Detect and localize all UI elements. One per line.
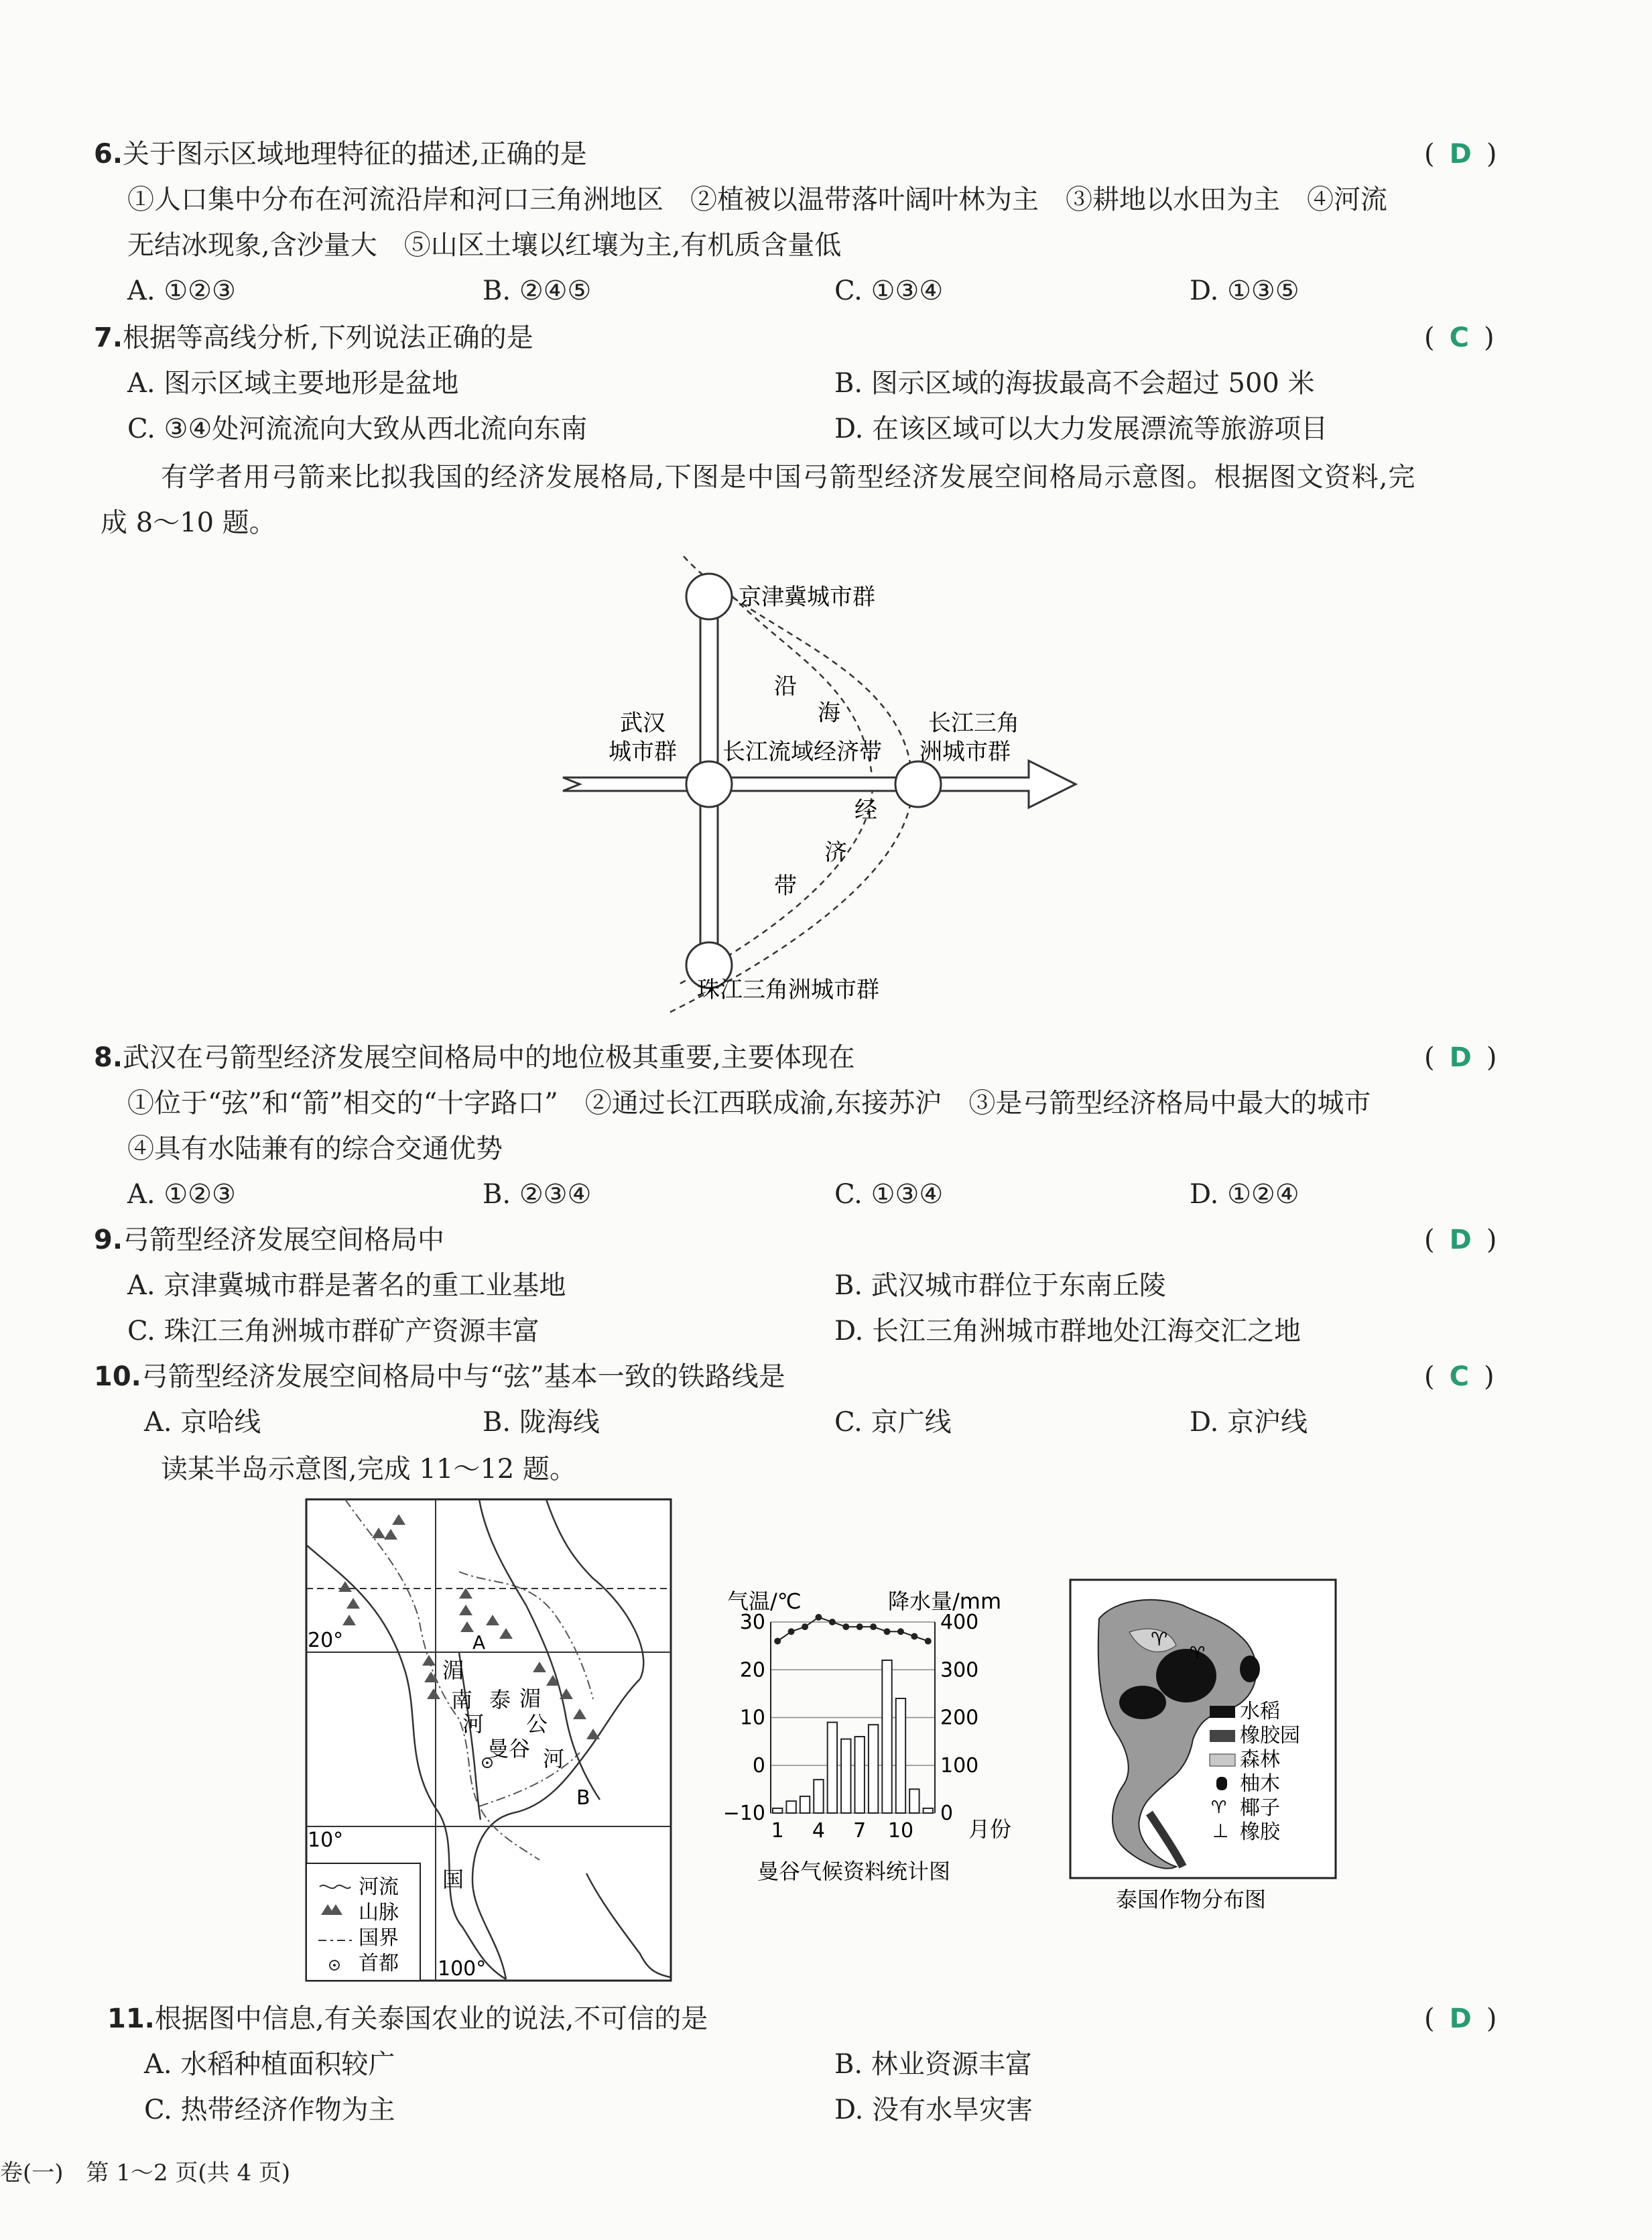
temperature-point	[925, 1638, 932, 1645]
temperature-point	[870, 1623, 877, 1630]
q11-stem: 11.根据图中信息,有关泰国农业的说法,不可信的是	[107, 2003, 708, 2034]
map-lon100: 100°	[438, 1957, 487, 1981]
bow-arrow-diagram	[550, 550, 1086, 1019]
map-legend-border: 国界	[359, 1926, 399, 1950]
coconut-icon: ♈	[1151, 1628, 1168, 1650]
label-yangtze-delta-2: 洲城市群	[919, 739, 1011, 765]
q7-option-d[interactable]: D. 在该区域可以大力发展漂流等旅游项目	[834, 414, 1328, 444]
precip-bar	[924, 1808, 933, 1813]
precip-bar	[855, 1737, 865, 1813]
temperature-point	[788, 1628, 795, 1635]
coastal-char: 带	[774, 873, 797, 899]
intro-11-12: 读某半岛示意图,完成 11～12 题。	[161, 1454, 576, 1485]
peninsula-map	[305, 1498, 672, 1982]
crops-legend-forest: 森林	[1240, 1748, 1280, 1771]
q11-option-d[interactable]: D. 没有水旱灾害	[834, 2095, 1033, 2125]
map-menam-3: 河	[462, 1711, 485, 1737]
precip-bar	[909, 1789, 919, 1813]
map-mekong-1: 湄	[519, 1686, 542, 1711]
q10-option-b[interactable]: B. 陇海线	[483, 1407, 600, 1438]
precip-bar	[773, 1808, 782, 1813]
intro-8-10-line2: 成 8～10 题。	[101, 507, 276, 538]
temperature-point	[815, 1614, 822, 1621]
q8-option-b[interactable]: B. ②③④	[483, 1179, 592, 1210]
node-yangtze-delta	[895, 761, 941, 807]
q8-answer: ( D )	[1424, 1042, 1497, 1073]
map-lat10: 10°	[308, 1828, 344, 1852]
temperature-point	[842, 1623, 849, 1630]
map-mekong-2: 公	[526, 1711, 548, 1737]
climate-left-tick: 0	[752, 1753, 765, 1778]
temperature-point	[897, 1628, 904, 1635]
coastal-char: 海	[818, 700, 840, 727]
q9-option-a[interactable]: A. 京津冀城市群是著名的重工业基地	[127, 1270, 566, 1301]
q10-stem: 10.弓箭型经济发展空间格局中与“弦”基本一致的铁路线是	[94, 1361, 785, 1392]
arrow-shaft	[563, 761, 1076, 808]
q8-option-d[interactable]: D. ①②④	[1190, 1179, 1299, 1210]
climate-x-tick: 4	[812, 1819, 826, 1843]
map-point-b: B	[576, 1786, 590, 1810]
coconut-legend-icon: ♈	[1211, 1798, 1227, 1818]
q7-answer: ( C )	[1424, 322, 1495, 353]
q10-option-c[interactable]: C. 京广线	[834, 1407, 952, 1438]
q8-option-c[interactable]: C. ①③④	[834, 1179, 944, 1210]
map-legend-river: 河流	[359, 1875, 399, 1899]
precip-bar	[882, 1660, 891, 1813]
precip-bar	[841, 1739, 850, 1813]
label-yangtze-delta-1: 长江三角	[928, 710, 1019, 737]
temperature-point	[829, 1619, 836, 1625]
legend-rubber-plantation-swatch	[1210, 1730, 1235, 1742]
temperature-point	[911, 1633, 917, 1639]
label-wuhan-1: 武汉	[620, 710, 665, 737]
page-footer: 卷(一) 第 1～2 页(共 4 页)	[0, 2160, 291, 2186]
q9-option-b[interactable]: B. 武汉城市群位于东南丘陵	[834, 1270, 1166, 1301]
climate-xlabel: 月份	[968, 1816, 1012, 1842]
precip-bar	[869, 1725, 878, 1813]
coastal-char: 沿	[774, 673, 797, 700]
precip-bar	[786, 1801, 796, 1813]
q6-line1: ①人口集中分布在河流沿岸和河口三角洲地区 ②植被以温带落叶阔叶林为主 ③耕地以水田为主 ④河流	[127, 184, 1387, 215]
q9-option-c[interactable]: C. 珠江三角洲城市群矿产资源丰富	[127, 1316, 539, 1347]
q6-stem: 6.关于图示区域地理特征的描述,正确的是	[94, 139, 587, 170]
q8-stem: 8.武汉在弓箭型经济发展空间格局中的地位极其重要,主要体现在	[94, 1042, 855, 1073]
map-country: 国	[442, 1867, 464, 1892]
climate-title: 曼谷气候资料统计图	[757, 1859, 951, 1884]
precip-bar	[828, 1723, 837, 1813]
coastal-char: 济	[824, 839, 847, 866]
q8-line2: ④具有水陆兼有的综合交通优势	[127, 1133, 503, 1164]
climate-chart	[707, 1582, 1022, 1890]
q11-option-c[interactable]: C. 热带经济作物为主	[144, 2095, 395, 2125]
q9-option-d[interactable]: D. 长江三角洲城市群地处江海交汇之地	[834, 1316, 1301, 1347]
q6-option-b[interactable]: B. ②④⑤	[483, 275, 592, 306]
climate-x-tick: 10	[887, 1819, 914, 1843]
map-point-a: A	[472, 1631, 486, 1654]
label-yangtze-belt: 长江流域经济带	[722, 739, 882, 765]
q10-option-d[interactable]: D. 京沪线	[1190, 1407, 1308, 1438]
q9-stem: 9.弓箭型经济发展空间格局中	[94, 1225, 445, 1255]
precip-bar	[814, 1780, 823, 1813]
intro-8-10-line1: 有学者用弓箭来比拟我国的经济发展格局,下图是中国弓箭型经济发展空间格局示意图。根据图文资料,完	[161, 462, 1416, 493]
climate-right-tick: 100	[940, 1753, 979, 1778]
teak-icon	[1216, 1777, 1227, 1790]
coastal-char: 经	[854, 797, 877, 824]
q11-option-a[interactable]: A. 水稻种植面积较广	[144, 2049, 395, 2080]
crops-legend-rubber-plantation: 橡胶园	[1240, 1724, 1300, 1747]
rice-region	[1156, 1649, 1216, 1702]
label-wuhan-2: 城市群	[609, 739, 677, 765]
crops-legend-coconut: 椰子	[1240, 1796, 1280, 1820]
q6-option-c[interactable]: C. ①③④	[834, 275, 944, 306]
node-wuhan	[686, 761, 732, 807]
map-legend-mountain: 山脉	[359, 1901, 399, 1924]
temperature-point	[774, 1638, 781, 1645]
climate-x-tick: 1	[771, 1819, 784, 1843]
climate-left-tick: 30	[739, 1611, 765, 1634]
q6-line2: 无结冰现象,含沙量大 ⑤山区土壤以红壤为主,有机质含量低	[127, 230, 842, 261]
map-thai: 泰	[489, 1687, 511, 1713]
map-menam-1: 湄	[442, 1658, 464, 1683]
climate-right-tick: 200	[940, 1706, 979, 1730]
climate-right-label: 降水量/mm	[888, 1589, 1002, 1614]
q6-option-d[interactable]: D. ①③⑤	[1190, 275, 1299, 306]
q7-option-a[interactable]: A. 图示区域主要地形是盆地	[127, 368, 459, 399]
climate-left-tick: 10	[739, 1706, 765, 1730]
q6-option-a[interactable]: A. ①②③	[127, 275, 236, 306]
temperature-point	[884, 1628, 891, 1635]
map-lat20: 20°	[308, 1629, 344, 1652]
label-pearl-delta: 珠江三角洲城市群	[697, 977, 879, 1003]
precip-bar	[896, 1698, 905, 1813]
climate-right-tick: 0	[940, 1802, 954, 1825]
q10-answer: ( C )	[1424, 1361, 1495, 1392]
q7-option-b[interactable]: B. 图示区域的海拔最高不会超过 500 米	[834, 368, 1315, 399]
label-jingjinji: 京津冀城市群	[739, 584, 875, 611]
map-capital: 曼谷	[487, 1736, 531, 1761]
map-mekong-3: 河	[543, 1746, 565, 1771]
climate-left-tick: 20	[739, 1658, 765, 1682]
q8-option-a[interactable]: A. ①②③	[127, 1179, 236, 1210]
legend-forest-swatch	[1210, 1754, 1235, 1766]
climate-left-label: 气温/℃	[727, 1589, 802, 1614]
climate-left-tick: −10	[722, 1802, 765, 1825]
crops-title: 泰国作物分布图	[1116, 1887, 1267, 1912]
q8-line1: ①位于“弦”和“箭”相交的“十字路口” ②通过长江西联成渝,东接苏沪 ③是弓箭型经济格局中最大的城市	[127, 1088, 1371, 1119]
temperature-line	[777, 1617, 928, 1641]
q11-answer: ( D )	[1424, 2003, 1497, 2034]
climate-right-tick: 400	[940, 1611, 979, 1634]
legend-rice-swatch	[1210, 1706, 1235, 1718]
node-jingjinji	[686, 574, 732, 619]
q10-option-a[interactable]: A. 京哈线	[144, 1407, 261, 1438]
precip-bar	[800, 1796, 810, 1813]
thai-crop-map	[1069, 1578, 1337, 1914]
crops-legend-teak: 柚木	[1240, 1772, 1280, 1796]
q11-option-b[interactable]: B. 林业资源丰富	[834, 2049, 1032, 2080]
q7-stem: 7.根据等高线分析,下列说法正确的是	[94, 322, 533, 353]
crops-legend-rubber: 橡胶	[1240, 1820, 1280, 1844]
crops-legend-rice: 水稻	[1240, 1700, 1280, 1723]
q7-option-c[interactable]: C. ③④处河流流向大致从西北流向东南	[127, 414, 588, 444]
map-menam-2: 南	[451, 1687, 473, 1713]
temperature-point	[802, 1623, 808, 1630]
q6-answer: ( D )	[1424, 139, 1497, 170]
rubber-legend-icon: ⊥	[1212, 1820, 1229, 1842]
temperature-point	[856, 1623, 863, 1630]
map-legend-capital: 首都	[359, 1952, 399, 1975]
palm-icon: ♈	[1190, 1643, 1206, 1664]
climate-x-tick: 7	[853, 1819, 867, 1843]
q9-answer: ( D )	[1424, 1225, 1497, 1255]
climate-right-tick: 300	[940, 1658, 979, 1682]
